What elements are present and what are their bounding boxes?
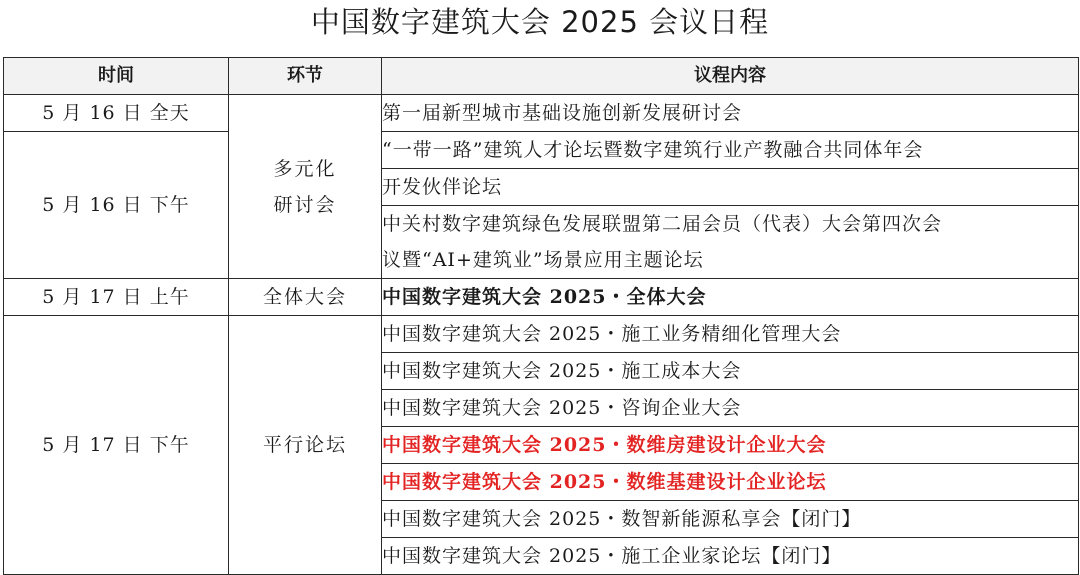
page-title: 中国数字建筑大会 2025 会议日程 xyxy=(310,5,770,39)
section-label-line: 研讨会 xyxy=(273,193,337,216)
agenda-item-highlight: 中国数字建筑大会 2025・数维房建设计企业大会 xyxy=(382,427,1079,464)
agenda-item: 中国数字建筑大会 2025・施工成本大会 xyxy=(382,353,1079,390)
table-row xyxy=(4,95,1079,132)
agenda-item-line: 中关村数字建筑绿色发展联盟第二届会员（代表）大会第四次会 xyxy=(382,213,943,235)
time-cell: 5 月 16 日 全天 xyxy=(4,95,229,132)
header-content: 议程内容 xyxy=(382,58,1079,95)
table-row xyxy=(4,316,1079,353)
header-section: 环节 xyxy=(229,58,382,95)
header-time: 时间 xyxy=(4,58,229,95)
agenda-item: 开发伙伴论坛 xyxy=(382,169,1079,206)
agenda-item: 第一届新型城市基础设施创新发展研讨会 xyxy=(382,95,1079,132)
time-cell: 5 月 17 日 上午 xyxy=(4,279,229,316)
agenda-item: 中国数字建筑大会 2025・施工企业家论坛【闭门】 xyxy=(382,538,1079,575)
table-row xyxy=(4,279,1079,316)
section-label-line: 多元化 xyxy=(273,157,337,180)
agenda-item: “一带一路”建筑人才论坛暨数字建筑行业产教融合共同体年会 xyxy=(382,132,1079,169)
time-cell: 5 月 16 日 下午 xyxy=(4,132,229,279)
agenda-item: 中国数字建筑大会 2025・施工业务精细化管理大会 xyxy=(382,316,1079,353)
time-cell: 5 月 17 日 下午 xyxy=(4,316,229,575)
section-cell: 平行论坛 xyxy=(229,316,382,575)
agenda-item-highlight: 中国数字建筑大会 2025・数维基建设计企业论坛 xyxy=(382,464,1079,501)
table-row xyxy=(4,132,1079,169)
agenda-item-plenary: 中国数字建筑大会 2025・全体大会 xyxy=(382,279,1079,316)
section-cell xyxy=(229,95,382,279)
agenda-item: 中国数字建筑大会 2025・数智新能源私享会【闭门】 xyxy=(382,501,1079,538)
agenda-item: 中国数字建筑大会 2025・咨询企业大会 xyxy=(382,390,1079,427)
agenda-item-line: 议暨“AI+建筑业”场景应用主题论坛 xyxy=(382,249,704,271)
agenda-item xyxy=(382,206,1079,279)
section-cell: 全体大会 xyxy=(229,279,382,316)
agenda-table xyxy=(3,57,1079,575)
table-header-row xyxy=(4,58,1079,95)
